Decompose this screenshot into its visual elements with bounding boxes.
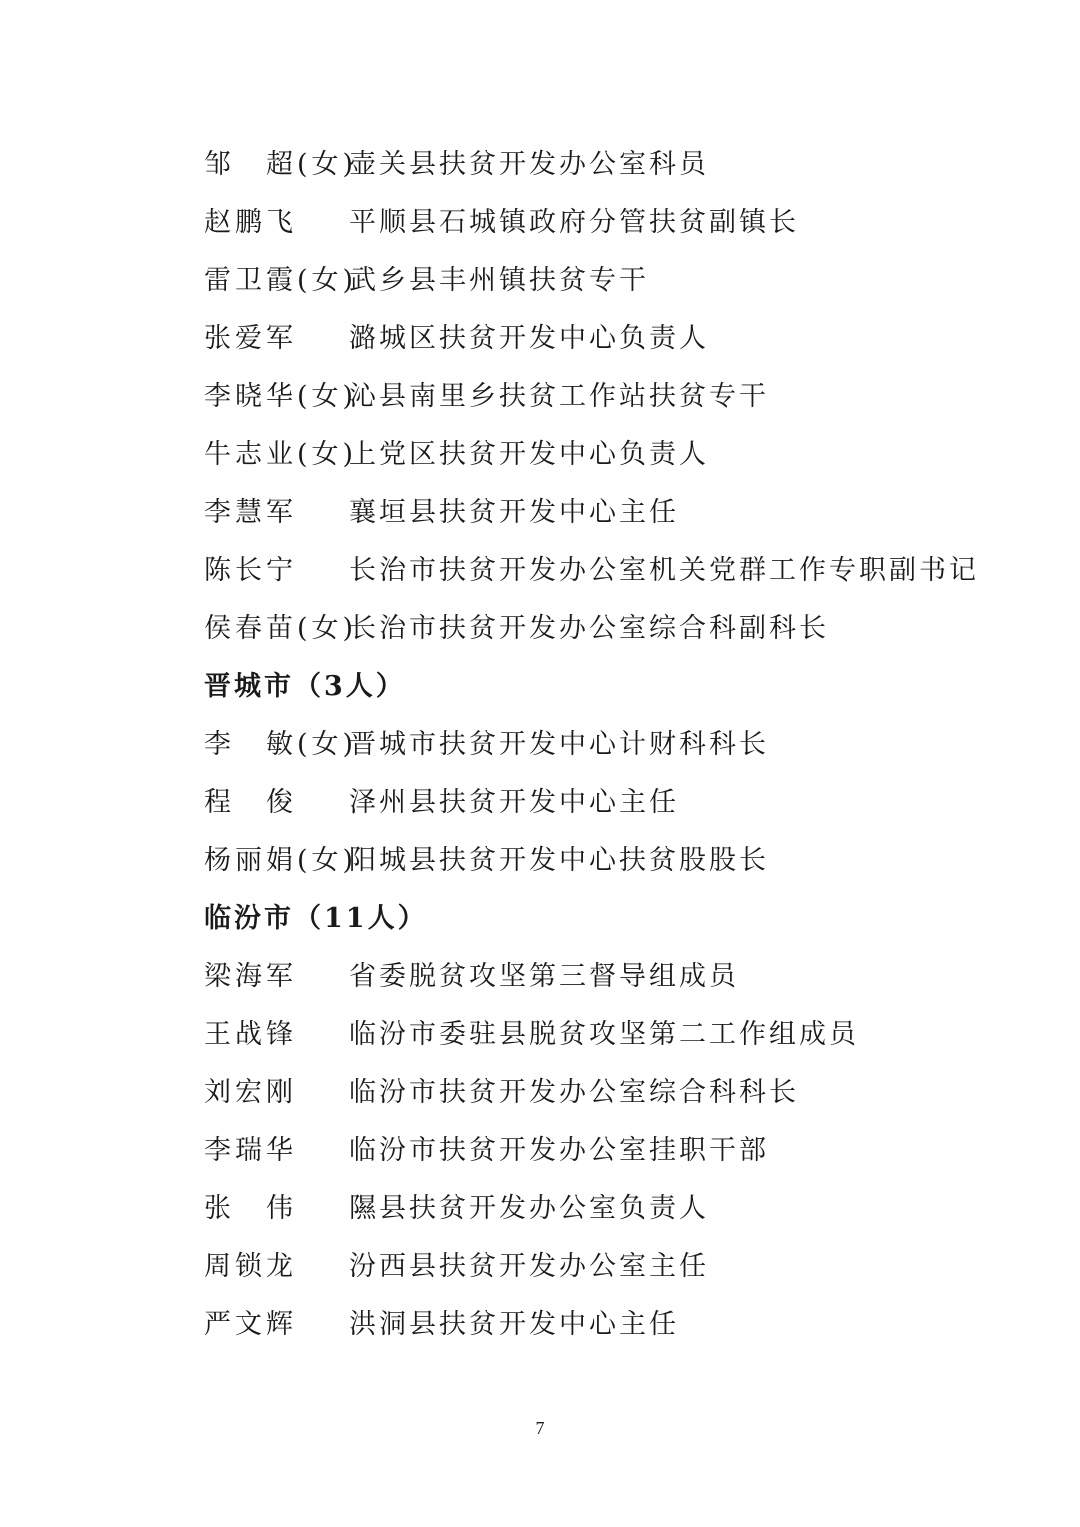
- list-item: [204, 1064, 964, 1122]
- person-name: 李慧军: [204, 497, 297, 528]
- person-role: 省委脱贫攻坚第三督导组成员: [349, 961, 739, 992]
- list-item: [204, 136, 964, 194]
- person-role: 临汾市扶贫开发办公室综合科科长: [349, 1077, 799, 1108]
- section-heading: 晋城市（3人）: [204, 671, 406, 702]
- page-number: 7: [535, 1418, 545, 1438]
- person-name: 严文辉: [204, 1309, 297, 1340]
- list-item: [204, 368, 964, 426]
- person-role: 隰县扶贫开发办公室负责人: [349, 1193, 709, 1224]
- person-name: 牛志业(女): [204, 439, 358, 470]
- person-name: 邹 超(女): [204, 149, 358, 180]
- person-name: 张爱军: [204, 323, 297, 354]
- section-continued: [204, 136, 979, 658]
- list-item: [204, 1296, 964, 1354]
- person-role: 泽州县扶贫开发中心主任: [349, 787, 679, 818]
- list-item: [204, 194, 964, 252]
- list-item: [204, 716, 964, 774]
- person-role: 长治市扶贫开发办公室机关党群工作专职副书记: [349, 555, 979, 586]
- person-role: 武乡县丰州镇扶贫专干: [349, 265, 649, 296]
- person-role: 临汾市扶贫开发办公室挂职干部: [349, 1135, 769, 1166]
- person-name: 李 敏(女): [204, 729, 358, 760]
- list-item: [204, 1122, 964, 1180]
- section-heading: 临汾市（11人）: [204, 903, 428, 934]
- list-item: [204, 426, 964, 484]
- person-name: 王战锋: [204, 1019, 297, 1050]
- list-item: [204, 484, 964, 542]
- person-role: 晋城市扶贫开发中心计财科科长: [349, 729, 769, 760]
- person-name: 程 俊: [204, 787, 297, 818]
- list-item: [204, 1238, 964, 1296]
- person-name: 侯春苗(女): [204, 613, 358, 644]
- list-item: [204, 1180, 964, 1238]
- person-role: 长治市扶贫开发办公室综合科副科长: [349, 613, 829, 644]
- person-name: 雷卫霞(女): [204, 265, 358, 296]
- list-item: [204, 600, 964, 658]
- person-role: 平顺县石城镇政府分管扶贫副镇长: [349, 207, 799, 238]
- award-list: [204, 136, 979, 1354]
- person-role: 上党区扶贫开发中心负责人: [349, 439, 709, 470]
- person-name: 杨丽娟(女): [204, 845, 358, 876]
- person-name: 张 伟: [204, 1193, 297, 1224]
- person-name: 李晓华(女): [204, 381, 358, 412]
- list-item: [204, 832, 964, 890]
- list-item: [204, 774, 964, 832]
- list-item: [204, 310, 964, 368]
- person-role: 洪洞县扶贫开发中心主任: [349, 1309, 679, 1340]
- list-item: [204, 948, 964, 1006]
- list-item: [204, 1006, 964, 1064]
- section-linfen: [204, 890, 964, 1354]
- person-name: 周锁龙: [204, 1251, 297, 1282]
- list-item: [204, 252, 964, 310]
- list-item: [204, 542, 979, 600]
- person-name: 梁海军: [204, 961, 297, 992]
- person-role: 潞城区扶贫开发中心负责人: [349, 323, 709, 354]
- person-name: 刘宏刚: [204, 1077, 297, 1108]
- person-role: 汾西县扶贫开发办公室主任: [349, 1251, 709, 1282]
- person-role: 沁县南里乡扶贫工作站扶贫专干: [349, 381, 769, 412]
- person-role: 阳城县扶贫开发中心扶贫股股长: [349, 845, 769, 876]
- person-role: 襄垣县扶贫开发中心主任: [349, 497, 679, 528]
- person-name: 陈长宁: [204, 555, 297, 586]
- person-role: 壶关县扶贫开发办公室科员: [349, 149, 709, 180]
- person-role: 临汾市委驻县脱贫攻坚第二工作组成员: [349, 1019, 859, 1050]
- person-name: 赵鹏飞: [204, 207, 297, 238]
- section-jincheng: [204, 658, 964, 890]
- person-name: 李瑞华: [204, 1135, 297, 1166]
